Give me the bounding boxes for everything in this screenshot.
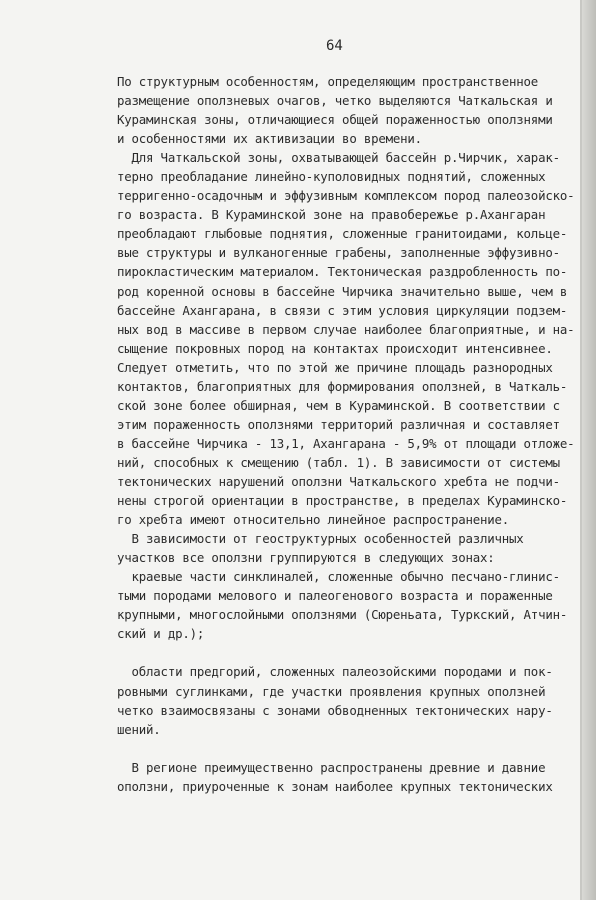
text-line: Кураминская зоны, отличающиеся общей пораженностью оползнями <box>117 112 553 128</box>
text-line: ных вод в массиве в первом случае наиболее благоприятные, и на- <box>117 321 575 337</box>
text-line: ский и др.); <box>117 626 205 642</box>
text-line: Для Чаткальской зоны, охватывающей бассейн р.Чирчик, харак- <box>117 150 560 166</box>
text-line: род коренной основы в бассейне Чирчика значительно выше, чем в <box>117 283 568 299</box>
text-line: тыми породами мелового и палеогенового возраста и пораженные <box>117 588 553 604</box>
text-line: в бассейне Чирчика - 13,1, Ахангарана - 5,9% от площади отложе- <box>117 435 575 451</box>
text-line: контактов, благоприятных для формирования оползней, в Чаткаль- <box>117 378 568 394</box>
text-line: четко взаимосвязаны с зонами обводненных тектонических нару- <box>117 702 553 718</box>
text-line: терригенно-осадочным и эффузивным комплексом пород палеозойско- <box>117 188 575 204</box>
paragraph-spacer <box>117 739 582 758</box>
text-line: шений. <box>117 721 161 737</box>
text-line: области предгорий, сложенных палеозойскими породами и пок- <box>117 664 553 680</box>
text-line: ровными суглинками, где участки проявления крупных оползней <box>117 683 546 699</box>
text-line: этим пораженность оползнями территорий различная и составляет <box>117 416 560 432</box>
text-line: вые структуры и вулканогенные грабены, заполненные эффузивно- <box>117 245 560 261</box>
paragraph-spacer <box>117 643 582 662</box>
text-line: В регионе преимущественно распространены древние и давние <box>117 759 546 775</box>
text-line: нены строгой ориентации в пространстве, в пределах Кураминско- <box>117 493 568 509</box>
text-line: и особенностями их активизации во времени. <box>117 131 422 147</box>
text-line: ской зоне более обширная, чем в Кураминской. В соответствии с <box>117 397 560 413</box>
text-line: сыщение покровных пород на контактах происходит интенсивнее. <box>117 340 553 356</box>
text-line: краевые части синклиналей, сложенные обычно песчано-глинис- <box>117 569 560 585</box>
body-text <box>117 72 582 796</box>
text-line: терно преобладание линейно-куполовидных поднятий, сложенных <box>117 169 546 185</box>
text-line: тектонических нарушений оползни Чаткальского хребта не подчи- <box>117 473 560 489</box>
text-line: Следует отметить, что по этой же причине площадь разнородных <box>117 359 553 375</box>
text-line: ний, способных к смещению (табл. 1). В зависимости от системы <box>117 454 560 470</box>
page-number: 64 <box>326 38 343 54</box>
text-line: В зависимости от геоструктурных особенностей различных <box>117 531 524 547</box>
text-line: оползни, приуроченные к зонам наиболее крупных тектонических <box>117 778 553 794</box>
text-line: го хребта имеют относительно линейное распространение. <box>117 512 510 528</box>
text-line: участков все оползни группируются в следующих зонах: <box>117 550 495 566</box>
text-line: По структурным особенностям, определяющим пространственное <box>117 74 539 89</box>
text-line: размещение оползневых очагов, четко выделяются Чаткальская и <box>117 93 553 109</box>
text-line: пирокластическим материалом. Тектоническая раздробленность по- <box>117 264 568 280</box>
text-line: крупными, многослойными оползнями (Сюреньата, Туркский, Атчин- <box>117 607 568 623</box>
text-line: го возраста. В Кураминской зоне на правобережье р.Ахангаран <box>117 207 546 223</box>
page-edge <box>582 0 596 900</box>
text-line: преобладают глыбовые поднятия, сложенные гранитоидами, кольце- <box>117 226 568 242</box>
text-line: бассейне Ахангарана, в связи с этим условия циркуляции подзем- <box>117 302 568 318</box>
